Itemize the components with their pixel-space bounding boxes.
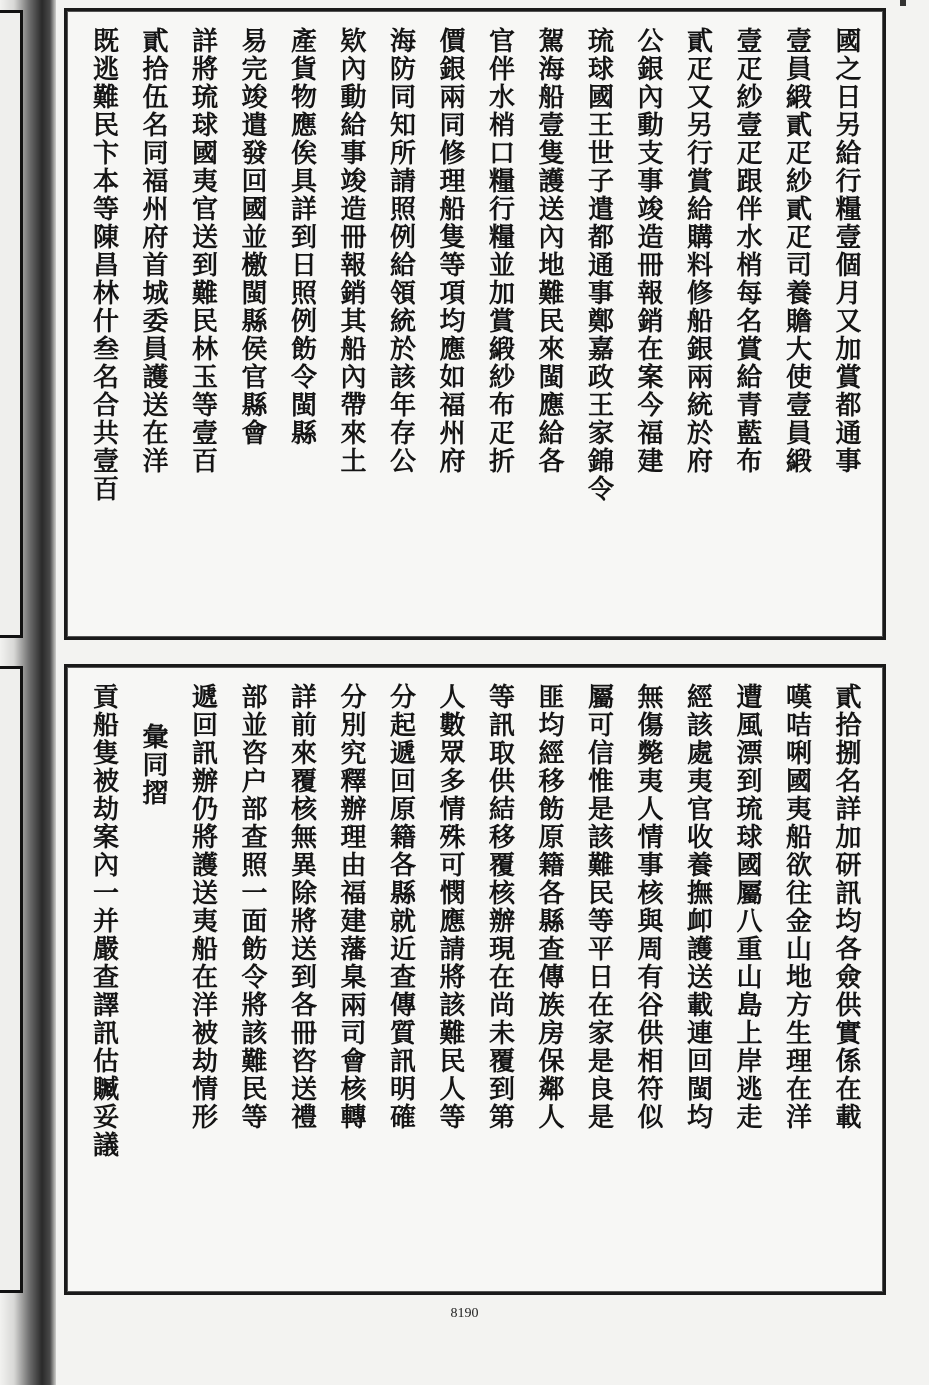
text-column: 易完竣遣發回國並檄閩縣侯官縣會: [237, 27, 267, 447]
text-column: 既逃難民卞本等陳昌林什叁名合共壹百: [88, 27, 119, 503]
text-column: 貢船隻被劫案內一并嚴查譯訊估贓妥議: [88, 683, 119, 1159]
text-column: 分起遞回原籍各縣就近查傳質訊明確: [385, 683, 416, 1131]
text-column: 嘆咭唎國夷船欲往金山地方生理在洋: [781, 683, 812, 1131]
previous-page-frame-bottom: [0, 666, 23, 1293]
text-column: 無傷斃夷人情事核與周有谷供相符似: [633, 683, 663, 1131]
page-number: 8190: [450, 1306, 479, 1321]
text-column: 壹疋紗壹疋跟伴水梢每名賞給青藍布: [732, 27, 762, 475]
text-column: 琉球國王世子遣都通事鄭嘉政王家錦令: [583, 27, 614, 503]
text-columns-top: [79, 27, 871, 621]
text-column: 彙同摺: [138, 723, 168, 807]
text-column: 壹員緞貳疋紗貳疋司養贍大使壹員緞: [781, 27, 812, 475]
text-column: 人數眾多情殊可憫應請將該難民人等: [435, 683, 465, 1131]
text-column: 公銀內動支事竣造冊報銷在案今福建: [633, 27, 663, 475]
text-column: 屬可信惟是該難民等平日在家是良是: [583, 683, 614, 1131]
text-column: 經該處夷官收養撫卹護送載連回閩均: [682, 683, 713, 1131]
text-column: 貳疋又另行賞給購料修船銀兩統於府: [682, 27, 713, 475]
document-panel-bottom: [64, 664, 886, 1295]
text-column: 遞回訊辦仍將護送夷船在洋被劫情形: [187, 683, 218, 1131]
text-column: 部並咨户部查照一面飭令將該難民等: [237, 683, 267, 1131]
text-column: 產貨物應俟具詳到日照例飭令閩縣: [286, 27, 317, 447]
text-column: 等訊取供結移覆核辦現在尚未覆到第: [484, 683, 515, 1131]
text-column: 海防同知所請照例給領統於該年存公: [385, 27, 416, 475]
text-column: 貳拾捌名詳加研訊均各僉供實係在載: [831, 683, 861, 1131]
text-column: 匪均經移飭原籍各縣查傳族房保鄰人: [534, 683, 564, 1131]
text-column: 貳拾伍名同福州府首城委員護送在洋: [138, 27, 168, 475]
text-column: 分別究釋辦理由福建藩臬兩司會核轉: [336, 683, 366, 1131]
text-column: 遭風漂到琉球國屬八重山島上岸逃走: [732, 683, 762, 1131]
text-column: 駕海船壹隻護送內地難民來閩應給各: [534, 27, 564, 475]
text-column: 官伴水梢口糧行糧並加賞緞紗布疋折: [484, 27, 515, 475]
previous-page-frame-top: [0, 10, 23, 638]
text-column: 詳前來覆核無異除將送到各冊咨送禮: [286, 683, 317, 1131]
text-column: 欵內動給事竣造冊報銷其船內帶來土: [336, 27, 366, 475]
text-column: 國之日另給行糧壹個月又加賞都通事: [831, 27, 861, 475]
text-column: 詳將琉球國夷官送到難民林玉等壹百: [187, 27, 218, 475]
text-column: 價銀兩同修理船隻等項均應如福州府: [435, 27, 465, 475]
text-columns-bottom: [79, 683, 871, 1276]
corner-mark: [900, 0, 906, 6]
document-panel-top: [64, 8, 886, 640]
